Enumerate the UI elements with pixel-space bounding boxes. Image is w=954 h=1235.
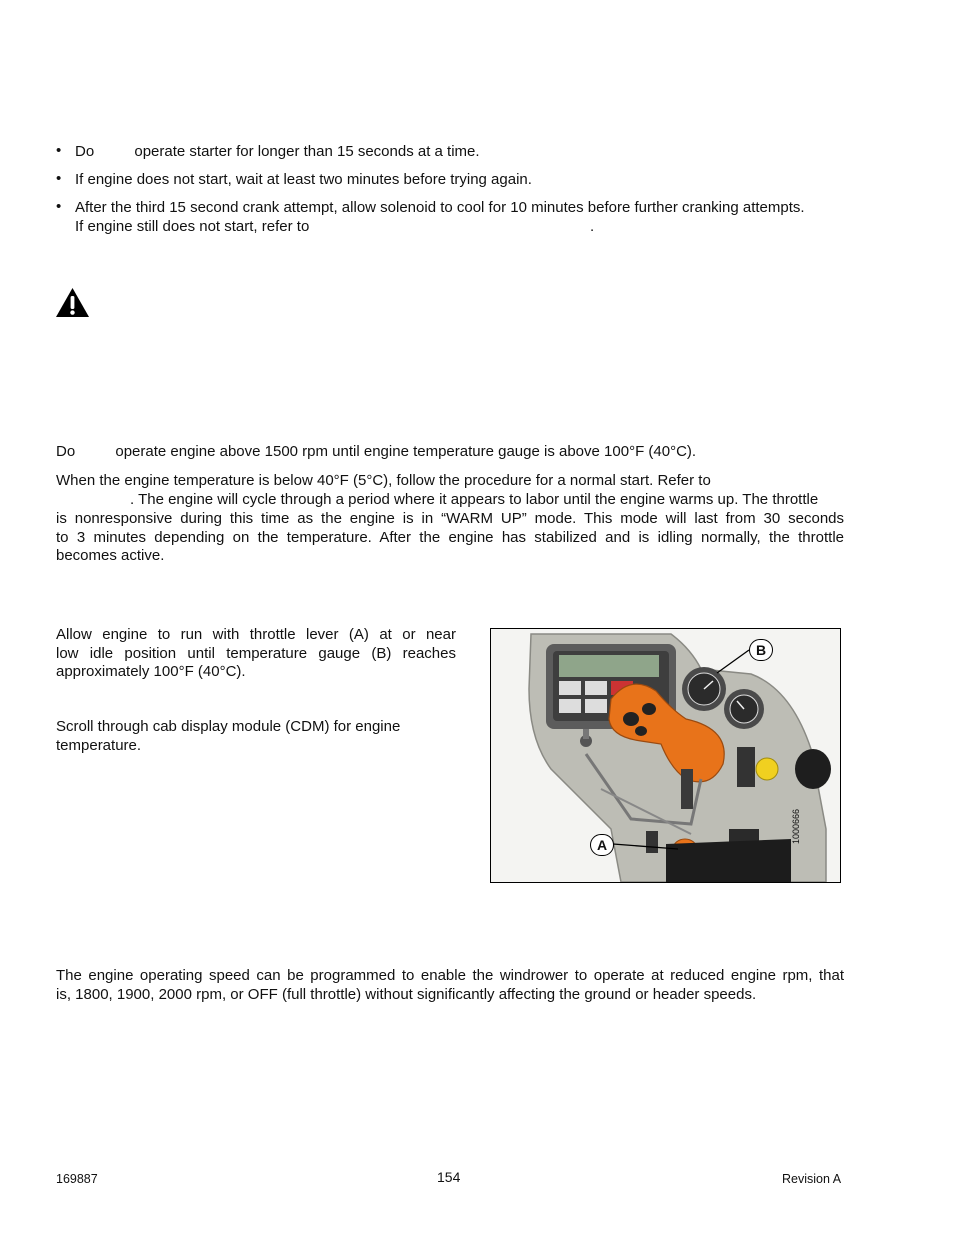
cold-start-line-4: to 3 minutes depending on the temperature. After the engine has stabilized and is idling normally, the throttle: [56, 529, 844, 546]
bullet-marker: •: [56, 142, 62, 159]
warmup-step-line-2: low idle position until temperature gauge (B) reaches: [56, 645, 456, 662]
cold-start-line-2: . The engine will cycle through a period where it appears to labor until the engine warms up. The throttle: [130, 491, 819, 508]
cold-start-line-1: When the engine temperature is below 40°F (5°C), follow the procedure for a normal start. Refer to: [56, 472, 711, 489]
throttle-console-figure: [490, 628, 841, 883]
bullet-item-3-line-1: After the third 15 second crank attempt, allow solenoid to cool for 10 minutes before further cranking attempts.: [75, 199, 805, 216]
bullet-3-refer-text: If engine still does not start, refer to: [75, 218, 310, 235]
footer-revision: Revision A: [782, 1172, 842, 1186]
caution-text: [56, 442, 696, 461]
bullet-item-3-line-2: [75, 217, 309, 236]
figure-id: 1000666: [791, 808, 801, 844]
footer-page-number: 154: [437, 1169, 461, 1185]
warmup-step-line-1: Allow engine to run with throttle lever (A) at or near: [56, 626, 456, 643]
bullet-3-period: .: [590, 218, 595, 235]
note-line-2: temperature.: [56, 737, 142, 754]
warning-triangle-icon: [55, 287, 90, 323]
cold-start-line-5: becomes active.: [56, 547, 165, 564]
warmup-step-line-3: approximately 100°F (40°C).: [56, 663, 246, 680]
bullet-1-text-b: operate starter for longer than 15 seconds at a time.: [134, 143, 480, 160]
bullet-marker: •: [56, 170, 62, 187]
bullet-item-2: If engine does not start, wait at least two minutes before trying again.: [75, 171, 532, 188]
callout-a: A: [590, 834, 614, 856]
caution-text-b: operate engine above 1500 rpm until engine temperature gauge is above 100°F (40°C).: [115, 443, 697, 460]
bullet-1-text-a: Do: [75, 143, 95, 160]
operating-speed-line-2: is, 1800, 1900, 2000 rpm, or OFF (full throttle) without significantly affecting the ground or header speeds.: [56, 986, 757, 1003]
footer-doc-number: 169887: [56, 1172, 98, 1186]
callout-b: B: [749, 639, 773, 661]
bullet-item-1: [75, 142, 480, 161]
bullet-marker: •: [56, 198, 62, 215]
cold-start-line-3: is nonresponsive during this time as the engine is in “WARM UP” mode. This mode will last from 30 seconds: [56, 510, 844, 527]
caution-text-a: Do: [56, 443, 76, 460]
note-line-1: Scroll through cab display module (CDM) for engine: [56, 718, 401, 735]
operating-speed-line-1: The engine operating speed can be programmed to enable the windrower to operate at reduced engine rpm, that: [56, 967, 844, 984]
